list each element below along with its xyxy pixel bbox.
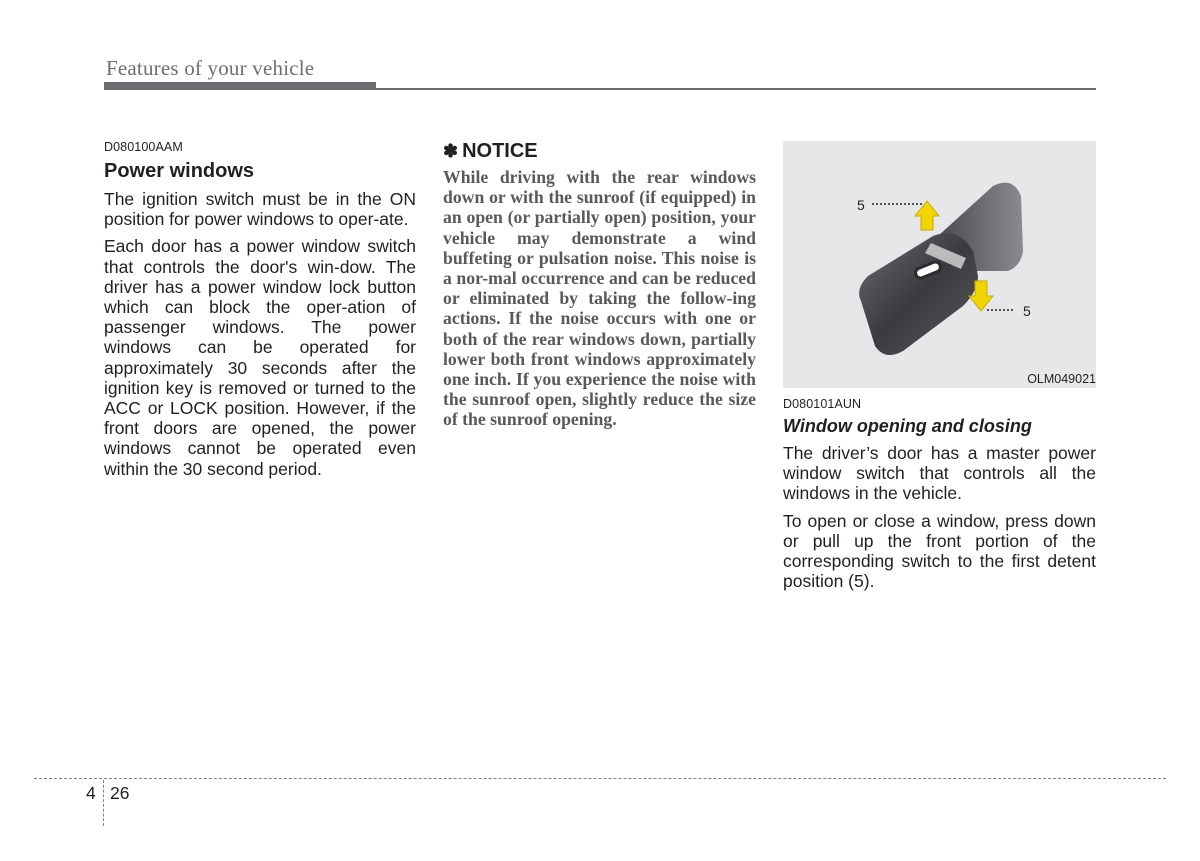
callout-5-bottom: 5 xyxy=(1023,303,1031,319)
arrow-up-icon xyxy=(915,201,939,230)
figure-code: OLM049021 xyxy=(1027,372,1096,386)
chapter-number: 4 xyxy=(86,783,96,803)
header-rule xyxy=(104,88,1096,90)
section-code: D080101AUN xyxy=(783,397,862,411)
footer-rule xyxy=(34,778,1166,779)
window-switch-figure xyxy=(783,141,1096,388)
page-number: 26 xyxy=(110,783,130,803)
running-header: Features of your vehicle xyxy=(106,56,315,80)
section-heading: Power windows xyxy=(104,160,255,182)
switch-front-part xyxy=(859,233,978,355)
right-column xyxy=(783,140,1096,598)
notice-star-icon: ✽ xyxy=(443,141,459,161)
notice-column xyxy=(443,140,756,430)
subsection-heading: Window opening and closing xyxy=(783,416,1032,436)
section-code: D080100AAM xyxy=(104,140,183,154)
paragraph: The ignition switch must be in the ON position for power windows to oper-ate. xyxy=(104,189,416,230)
left-column xyxy=(104,140,416,486)
callout-5-top: 5 xyxy=(857,197,865,213)
notice-title: NOTICE xyxy=(462,140,538,162)
paragraph: The driver’s door has a master power window switch that controls all the windows in the vehicle. xyxy=(783,443,1096,504)
footer-divider xyxy=(103,780,104,826)
paragraph: To open or close a window, press down or pull up the front portion of the corresponding switch to the first detent position (5). xyxy=(783,510,1096,592)
notice-heading xyxy=(443,140,756,163)
paragraph: Each door has a power window switch that controls the door's win-dow. The driver has a power window lock button which can block the oper-ation of passenger windows. The power windows can be operated for approximately 30 seconds after the ignition key is removed or turned to the ACC or LOCK position. However, if the front doors are opened, the power windows cannot be operated even within the 30 second period. xyxy=(104,236,416,479)
notice-text: While driving with the rear windows down or with the sunroof (if equipped) in an open (or partially open) position, your vehicle may demonstrate a wind buffeting or pulsation noise. This noise is a nor-mal occurrence and can be reduced or eliminated by taking the follow-ing actions. If the noise occurs with one or both of the rear windows down, partially lower both front windows approximately one inch. If you experience the noise with the sunroof open, slightly reduce the size of the sunroof opening. xyxy=(443,167,756,430)
window-switch-illustration xyxy=(783,141,1096,388)
